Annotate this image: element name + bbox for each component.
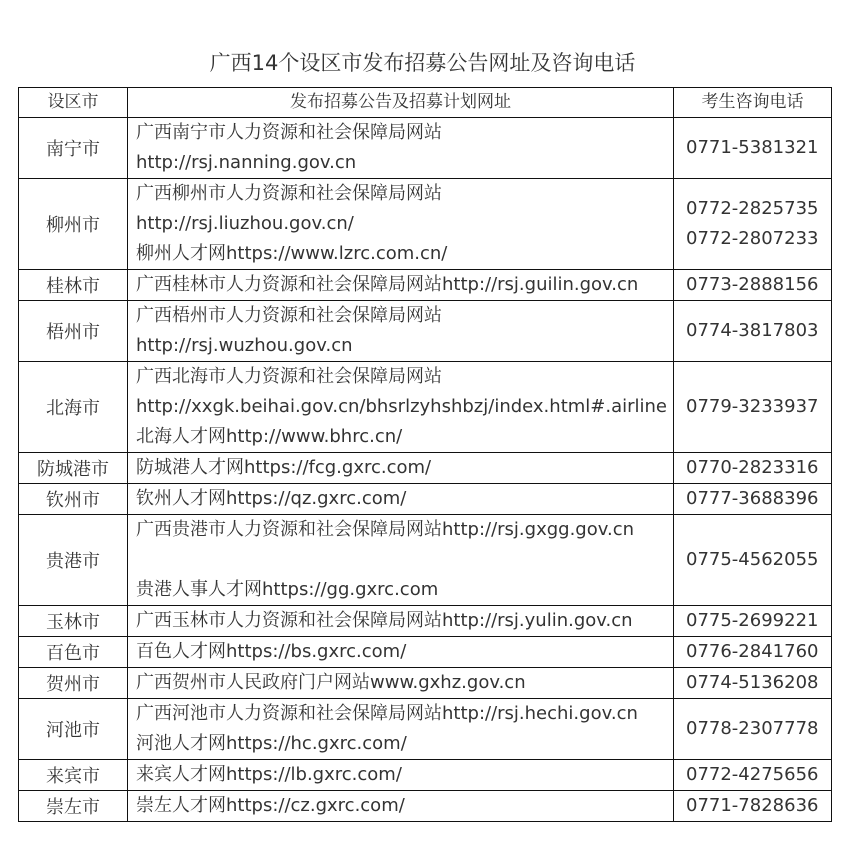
phone-number: 0774-5136208 [686, 672, 819, 693]
phone-number: 0770-2823316 [686, 457, 819, 478]
phone-cell [674, 606, 832, 637]
website-line[interactable]: http://rsj.nanning.gov.cn [136, 152, 357, 173]
website-line: 广西柳州市人力资源和社会保障局网站 [136, 183, 442, 204]
table-row [19, 791, 832, 822]
website-line[interactable]: 广西河池市人力资源和社会保障局网站http://rsj.hechi.gov.cn [136, 703, 638, 724]
city-cell: 钦州市 [19, 484, 128, 515]
table-row [19, 515, 832, 606]
city-cell: 南宁市 [19, 118, 128, 179]
phone-number: 0773-2888156 [686, 274, 819, 295]
website-cell [128, 606, 674, 637]
website-cell [128, 362, 674, 453]
table-row [19, 637, 832, 668]
website-line[interactable]: 崇左人才网https://cz.gxrc.com/ [136, 795, 405, 816]
phone-cell [674, 301, 832, 362]
phone-number: 0771-7828636 [686, 795, 819, 816]
website-line [136, 545, 673, 575]
website-line[interactable]: 河池人才网https://hc.gxrc.com/ [136, 733, 407, 754]
document-title: 广西14个设区市发布招募公告网址及咨询电话 [209, 51, 636, 75]
table-row [19, 699, 832, 760]
website-cell [128, 118, 674, 179]
phone-cell [674, 362, 832, 453]
city-cell: 百色市 [19, 637, 128, 668]
phone-cell [674, 118, 832, 179]
phone-number: 0778-2307778 [686, 718, 819, 739]
phone-number: 0775-2699221 [686, 610, 819, 631]
table-row [19, 362, 832, 453]
table-row [19, 270, 832, 301]
website-line[interactable]: 来宾人才网https://lb.gxrc.com/ [136, 764, 402, 785]
website-line[interactable]: 广西贵港市人力资源和社会保障局网站http://rsj.gxgg.gov.cn [136, 519, 635, 540]
phone-number: 0775-4562055 [686, 549, 819, 570]
phone-number: 0777-3688396 [686, 488, 819, 509]
city-cell: 崇左市 [19, 791, 128, 822]
table-row [19, 668, 832, 699]
table-row [19, 484, 832, 515]
website-line[interactable]: 广西贺州市人民政府门户网站www.gxhz.gov.cn [136, 672, 526, 693]
city-cell: 梧州市 [19, 301, 128, 362]
city-cell: 桂林市 [19, 270, 128, 301]
phone-number: 0776-2841760 [686, 641, 819, 662]
website-line[interactable]: 防城港人才网https://fcg.gxrc.com/ [136, 457, 432, 478]
website-cell [128, 760, 674, 791]
phone-cell [674, 760, 832, 791]
website-cell [128, 668, 674, 699]
table-row [19, 118, 832, 179]
website-line[interactable]: http://rsj.liuzhou.gov.cn/ [136, 213, 354, 234]
table-row [19, 606, 832, 637]
table-header [19, 88, 832, 118]
city-cell: 玉林市 [19, 606, 128, 637]
phone-cell [674, 668, 832, 699]
phone-cell [674, 791, 832, 822]
phone-number: 0779-3233937 [686, 396, 819, 417]
phone-number: 0771-5381321 [686, 137, 819, 158]
website-line: 广西梧州市人力资源和社会保障局网站 [136, 305, 442, 326]
website-line[interactable]: 贵港人事人才网https://gg.gxrc.com [136, 579, 439, 600]
website-line[interactable]: 柳州人才网https://www.lzrc.com.cn/ [136, 243, 448, 264]
website-line[interactable]: http://xxgk.beihai.gov.cn/bhsrlzyhshbzj/index.html#.airline [136, 396, 667, 417]
city-cell: 北海市 [19, 362, 128, 453]
phone-cell [674, 637, 832, 668]
table-body [19, 118, 832, 822]
phone-number: 0772-4275656 [686, 764, 819, 785]
city-cell: 来宾市 [19, 760, 128, 791]
website-cell [128, 301, 674, 362]
website-line[interactable]: 北海人才网http://www.bhrc.cn/ [136, 426, 403, 447]
website-cell [128, 179, 674, 270]
phone-number: 0774-3817803 [686, 320, 819, 341]
city-cell: 贵港市 [19, 515, 128, 606]
phone-cell [674, 699, 832, 760]
website-cell [128, 699, 674, 760]
website-line: 广西南宁市人力资源和社会保障局网站 [136, 122, 442, 143]
phone-cell [674, 484, 832, 515]
city-cell: 防城港市 [19, 453, 128, 484]
city-cell: 贺州市 [19, 668, 128, 699]
website-cell [128, 270, 674, 301]
city-cell: 柳州市 [19, 179, 128, 270]
city-cell: 河池市 [19, 699, 128, 760]
header-city: 设区市 [19, 88, 128, 118]
header-phone: 考生咨询电话 [674, 88, 832, 118]
table-row [19, 453, 832, 484]
website-line[interactable]: 百色人才网https://bs.gxrc.com/ [136, 641, 407, 662]
phone-cell [674, 453, 832, 484]
phone-number: 0772-2807233 [686, 228, 819, 249]
phone-cell [674, 515, 832, 606]
website-line[interactable]: 广西玉林市人力资源和社会保障局网站http://rsj.yulin.gov.cn [136, 610, 633, 631]
table-row [19, 179, 832, 270]
website-cell [128, 515, 674, 606]
website-line[interactable]: http://rsj.wuzhou.gov.cn [136, 335, 353, 356]
phone-cell [674, 270, 832, 301]
table-row [19, 301, 832, 362]
website-cell [128, 791, 674, 822]
website-cell [128, 453, 674, 484]
website-line: 广西北海市人力资源和社会保障局网站 [136, 366, 442, 387]
phone-cell [674, 179, 832, 270]
website-cell [128, 637, 674, 668]
website-line[interactable]: 广西桂林市人力资源和社会保障局网站http://rsj.guilin.gov.cn [136, 274, 639, 295]
recruitment-info-table [18, 87, 832, 822]
table-row [19, 760, 832, 791]
phone-number: 0772-2825735 [686, 198, 819, 219]
website-cell [128, 484, 674, 515]
header-row [19, 88, 832, 118]
header-website: 发布招募公告及招募计划网址 [128, 88, 674, 118]
website-line[interactable]: 钦州人才网https://qz.gxrc.com/ [136, 488, 407, 509]
